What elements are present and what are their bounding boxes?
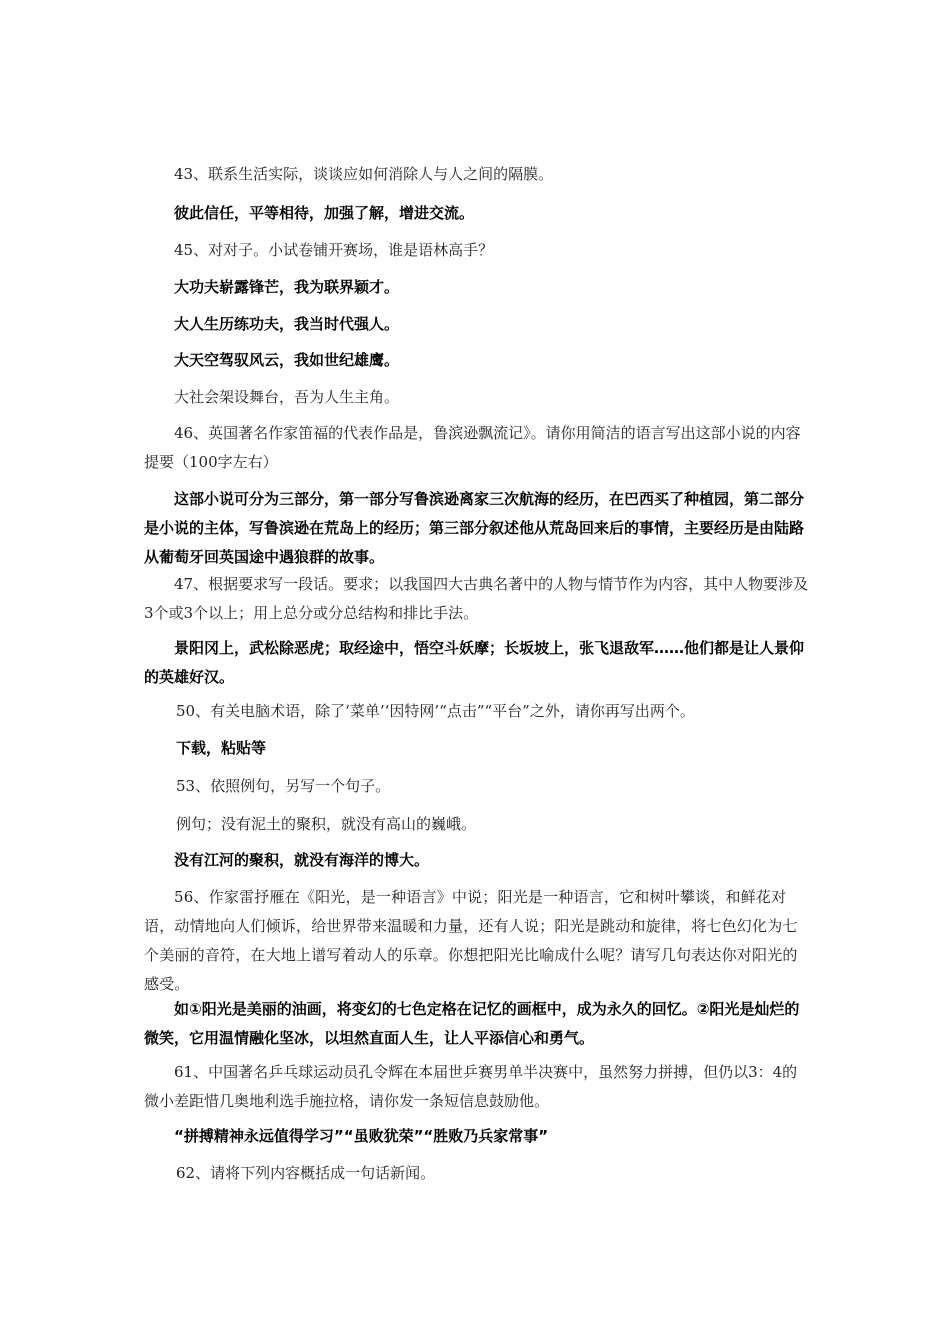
question-53: 53、依照例句，另写一个句子。	[176, 777, 391, 795]
answer-45-line-4: 大社会架设舞台，吾为人生主角。	[174, 388, 400, 406]
question-62: 62、请将下列内容概括成一句话新闻。	[176, 1164, 436, 1182]
answer-45-line-3: 大天空驾驭风云，我如世纪雄鹰。	[174, 351, 400, 369]
answer-47: 景阳冈上，武松除恶虎；取经途中，悟空斗妖摩；长坂坡上，张飞退敌军……他们都是让人景仰的英雄好汉。	[144, 639, 805, 686]
answer-50: 下载，粘贴等	[176, 739, 267, 757]
question-47: 47、根据要求写一段话。要求；以我国四大古典名著中的人物与情节作为内容，其中人物要涉及3个或3个以上；用上总分或分总结构和排比手法。	[144, 575, 809, 622]
example-53: 例句；没有泥土的聚积，就没有高山的巍峨。	[176, 815, 477, 833]
question-56: 56、作家雷抒雁在《阳光，是一种语言》中说；阳光是一种语言，它和树叶攀谈，和鲜花对语，动情地向人们倾诉，给世界带来温暖和力量，还有人说；阳光是跳动和旋律，将七色幻化为七个美丽的音符，在大地上谱写着动人的乐章。你想把阳光比喻成什么呢？请写几句表达你对阳光的感受。	[144, 888, 798, 993]
question-50: 50、有关电脑术语，除了‘菜单’‘因特网’“点击”“平台”之外，请你再写出两个。	[176, 702, 695, 720]
question-61: 61、中国著名乒乓球运动员孔令辉在本届世乒赛男单半决赛中，虽然努力拼搏，但仍以3：4的微小差距惜几奥地利选手施拉格，请你发一条短信息鼓励他。	[144, 1063, 798, 1110]
question-45: 45、对对子。小试卷铺开赛场，谁是语林高手？	[174, 241, 494, 259]
answer-45-line-1: 大功夫崭露锋芒，我为联界颖才。	[174, 278, 400, 296]
answer-53: 没有江河的聚积，就没有海洋的博大。	[174, 851, 430, 869]
question-43: 43、联系生活实际，谈谈应如何消除人与人之间的隔膜。	[174, 165, 554, 183]
answer-46: 这部小说可分为三部分，第一部分写鲁滨逊离家三次航海的经历，在巴西买了种植园，第二部分是小说的主体，写鲁滨逊在荒岛上的经历；第三部分叙述他从荒岛回来后的事情，主要经历是由陆路从葡萄牙回英国途中遇狼群的故事。	[144, 490, 805, 566]
question-46: 46、英国著名作家笛福的代表作品是，鲁滨逊飘流记》。请你用简洁的语言写出这部小说的内容提要（100字左右）	[144, 424, 801, 471]
answer-61: “拼搏精神永远值得学习”“虽败犹荣”“胜败乃兵家常事”	[174, 1127, 549, 1145]
answer-56: 如①阳光是美丽的油画，将变幻的七色定格在记忆的画框中，成为永久的回忆。②阳光是灿烂的微笑，它用温情融化坚冰，以坦然直面人生，让人平添信心和勇气。	[144, 1000, 800, 1047]
answer-45-line-2: 大人生历练功夫，我当时代强人。	[174, 315, 400, 333]
answer-43: 彼此信任，平等相待，加强了解，增进交流。	[174, 204, 475, 222]
